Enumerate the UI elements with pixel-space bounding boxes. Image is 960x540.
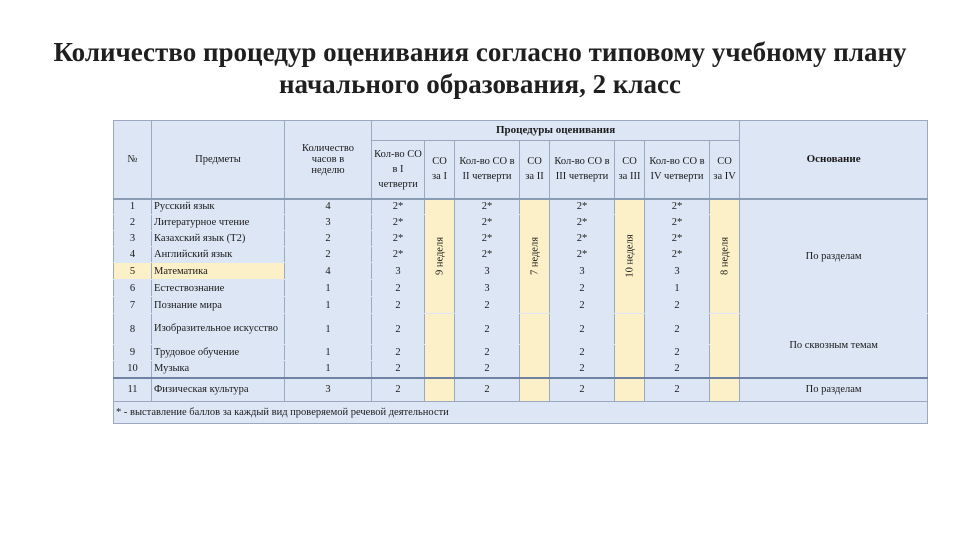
header-num: № [114,121,152,199]
row-num: 5 [114,263,152,280]
header-q2: Кол-во СО в II четверти [455,141,520,199]
row-q3: 2* [550,215,615,231]
row-q2: 2 [455,345,520,361]
row-hours: 1 [285,280,372,297]
row-num: 8 [114,314,152,345]
row-num: 1 [114,199,152,215]
row-q3: 2* [550,247,615,263]
week-cell-1 [425,199,455,314]
header-so2: СО за II [520,141,550,199]
row-q1: 3 [372,263,425,280]
page-title: Количество процедур оценивания согласно типовому учебному плану начального образования, 2 класс [53,37,907,99]
header-procedures: Процедуры оценивания [372,121,740,141]
table-row [114,314,928,345]
row-num: 11 [114,378,152,402]
row-q4: 2 [645,361,710,378]
week-cell-2 [520,199,550,314]
row-num: 7 [114,297,152,314]
row-q1: 2 [372,378,425,402]
row-subject: Естествознание [152,280,285,297]
row-q4: 2* [645,231,710,247]
row-q2: 3 [455,263,520,280]
week-cell-2-lower [520,314,550,378]
row-q4: 1 [645,280,710,297]
row-q1: 2 [372,345,425,361]
header-q4: Кол-во СО в IV четверти [645,141,710,199]
row-hours: 3 [285,215,372,231]
row-subject: Литературное чтение [152,215,285,231]
footnote: * - выставление баллов за каждый вид проверяемой речевой деятельности [114,402,928,424]
week-cell-3 [615,199,645,314]
row-q1: 2 [372,314,425,345]
row-q3: 2* [550,199,615,215]
row-subject: Математика [152,263,285,280]
row-num: 3 [114,231,152,247]
week-label-3: 10 неделя [624,234,635,278]
week-label-4: 8 неделя [719,237,731,276]
row-q3: 2 [550,378,615,402]
table-row [114,378,928,402]
row-hours: 2 [285,231,372,247]
row-hours: 1 [285,345,372,361]
header-q3: Кол-во СО в III четверти [550,141,615,199]
row-num: 6 [114,280,152,297]
row-q1: 2* [372,215,425,231]
week-cell-1-lower [425,314,455,378]
row-q1: 2* [372,199,425,215]
basis-sections-last: По разделам [740,378,928,402]
row-q4: 3 [645,263,710,280]
row-q1: 2 [372,280,425,297]
row-hours: 1 [285,297,372,314]
row-q4: 2* [645,215,710,231]
row-subject: Трудовое обучение [152,345,285,361]
row-q2: 3 [455,280,520,297]
row-q4: 2 [645,345,710,361]
week-cell-1-footer [425,378,455,402]
row-q2: 2* [455,231,520,247]
row-q1: 2 [372,361,425,378]
header-so4: СО за IV [710,141,740,199]
row-q3: 2 [550,280,615,297]
week-cell-4-lower [710,314,740,378]
week-cell-4-footer [710,378,740,402]
row-num: 4 [114,247,152,263]
row-hours: 4 [285,199,372,215]
row-hours: 1 [285,361,372,378]
row-subject: Казахский язык (Т2) [152,231,285,247]
table-row [114,199,928,215]
header-hours: Количество часов в неделю [285,121,372,199]
header-subjects: Предметы [152,121,285,199]
row-q3: 2 [550,297,615,314]
basis-sections: По разделам [740,199,928,314]
header-q1: Кол-во СО в I четверти [372,141,425,199]
row-q1: 2* [372,247,425,263]
row-q1: 2 [372,297,425,314]
assessment-table [113,120,928,424]
row-q3: 2 [550,361,615,378]
row-num: 9 [114,345,152,361]
row-q4: 2 [645,378,710,402]
row-hours: 4 [285,263,372,280]
row-num: 2 [114,215,152,231]
header-so1: СО за I [425,141,455,199]
row-q3: 2 [550,345,615,361]
row-q2: 2 [455,378,520,402]
header-so3: СО за III [615,141,645,199]
row-q2: 2 [455,361,520,378]
row-subject: Русский язык [152,199,285,215]
row-q4: 2 [645,314,710,345]
week-cell-4 [710,199,740,314]
row-q3: 3 [550,263,615,280]
row-q4: 2 [645,297,710,314]
header-basis: Основание [740,121,928,199]
row-q2: 2* [455,215,520,231]
week-cell-3-lower [615,314,645,378]
row-q3: 2 [550,314,615,345]
row-subject: Познание мира [152,297,285,314]
row-q1: 2* [372,231,425,247]
week-cell-2-footer [520,378,550,402]
row-subject: Английский язык [152,247,285,263]
row-q2: 2* [455,247,520,263]
row-hours: 3 [285,378,372,402]
week-label-2: 7 неделя [529,237,540,276]
row-q4: 2* [645,199,710,215]
week-cell-3-footer [615,378,645,402]
row-hours: 1 [285,314,372,345]
row-subject: Музыка [152,361,285,378]
row-q2: 2* [455,199,520,215]
row-hours: 2 [285,247,372,263]
row-subject: Изобразительное искусство [152,314,285,345]
row-q4: 2* [645,247,710,263]
row-subject: Физическая культура [152,378,285,402]
row-q3: 2* [550,231,615,247]
row-q2: 2 [455,314,520,345]
week-label-1: 9 неделя [434,237,445,276]
row-q2: 2 [455,297,520,314]
row-num: 10 [114,361,152,378]
basis-cross: По сквозным темам [740,314,928,378]
